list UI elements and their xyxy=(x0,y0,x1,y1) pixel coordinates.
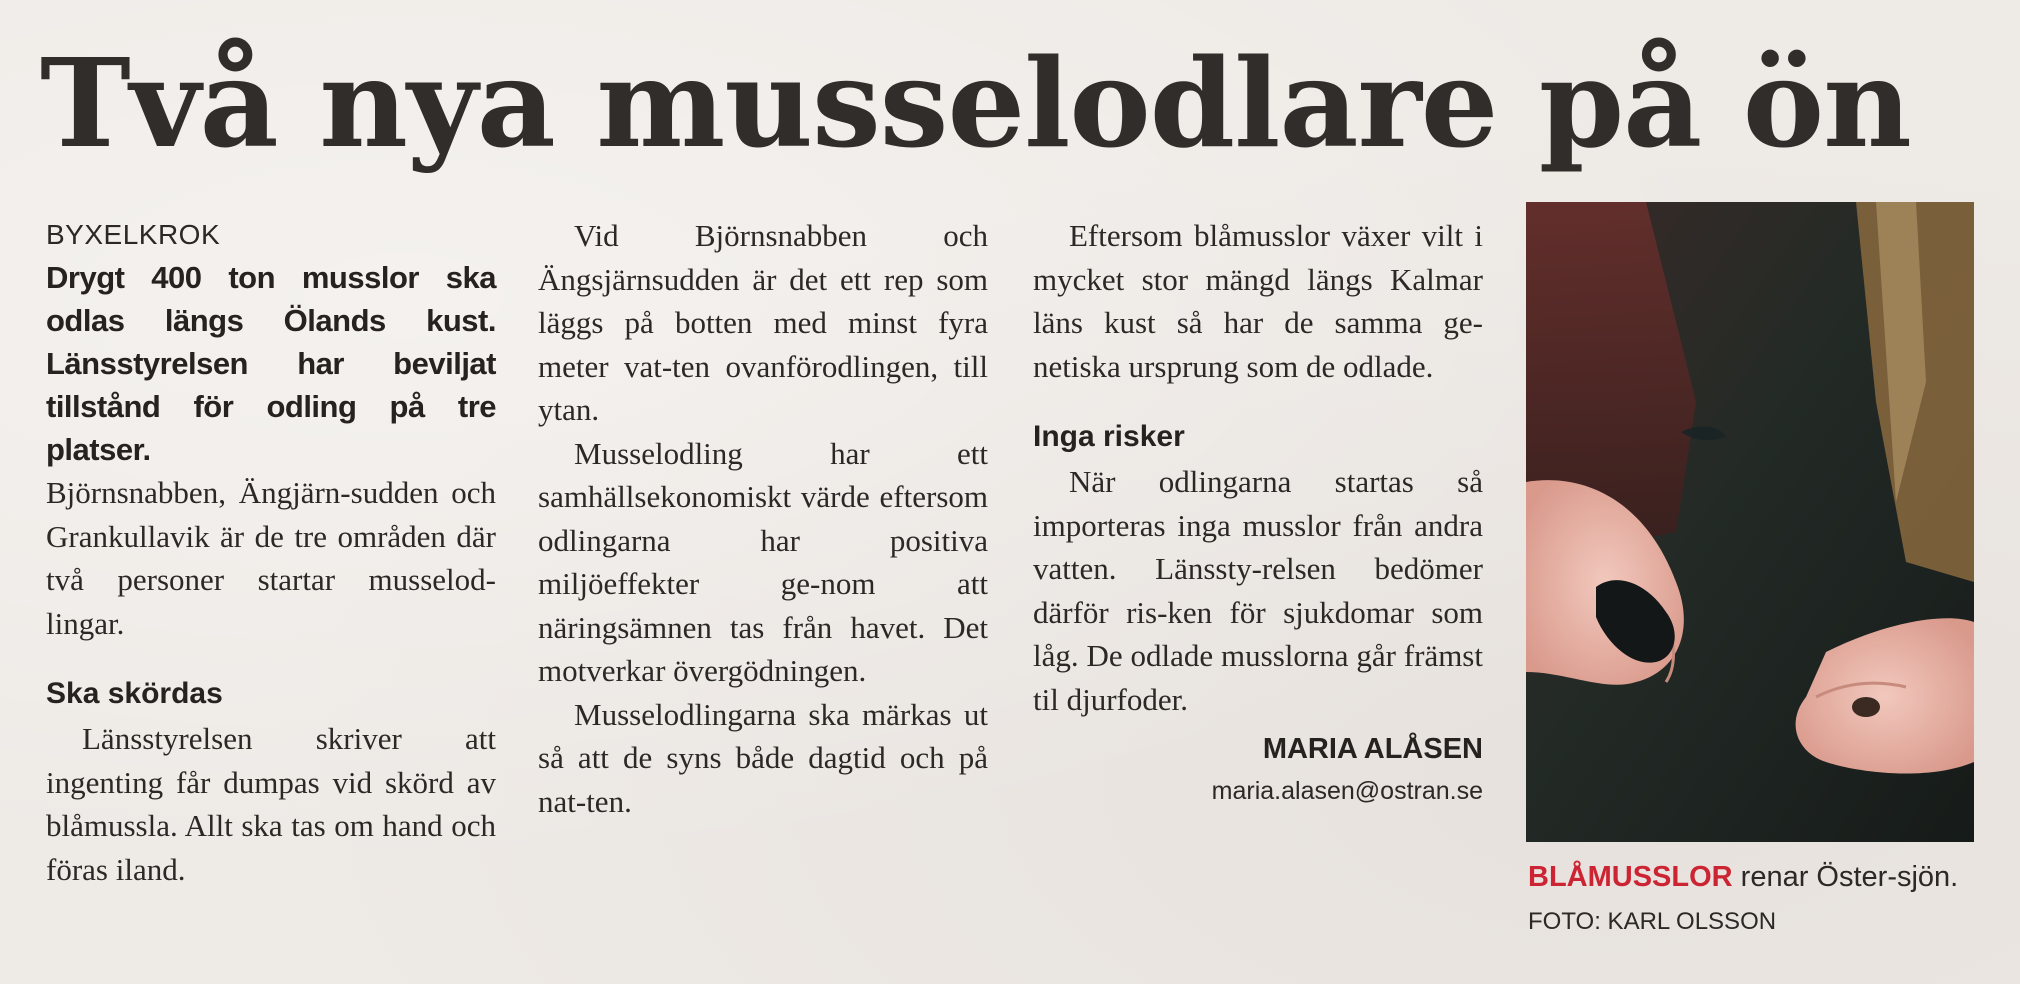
mussel-photo xyxy=(1526,202,1974,842)
caption-lead: BLÅMUSSLOR xyxy=(1528,861,1733,893)
article-column-1 xyxy=(46,214,496,891)
photo-caption xyxy=(1528,856,1968,943)
photo-credit: FOTO: KARL OLSSON xyxy=(1528,908,1777,935)
body-paragraph: Eftersom blåmusslor växer vilt i mycket stor mängd längs Kalmar läns kust så har de samma ge-netiska ursprung som de odlade. xyxy=(1033,218,1483,384)
byline: MARIA ALÅSEN xyxy=(1262,733,1483,765)
headline: Två nya musselodlare på ön xyxy=(40,31,1911,175)
subheading: Inga risker xyxy=(1033,420,1185,453)
caption-text: renar Öster-sjön. xyxy=(1732,861,1959,893)
body-paragraph: Musselodlingarna ska märkas ut så att de syns både dagtid och på nat-ten. xyxy=(538,696,988,819)
dateline: BYXELKROK xyxy=(46,219,221,250)
body-paragraph: När odlingarna startas så importeras inga musslor från andra vatten. Länssty-relsen bedömer därför ris-ken för sjukdomar som låg. De odlade musslorna går främst til djurfoder. xyxy=(1033,464,1483,717)
subheading: Ska skördas xyxy=(46,677,223,710)
body-paragraph: Björnsnabben, Ängjärn-sudden och Grankullavik är de tre områden där två personer startar musselod-lingar. xyxy=(46,475,496,641)
lead-paragraph: Drygt 400 ton musslor ska odlas längs Ölands kust. Länsstyrelsen har beviljat tillstånd för odling på tre platser. xyxy=(46,260,496,467)
body-paragraph: Länsstyrelsen skriver att ingenting får dumpas vid skörd av blåmussla. Allt ska tas om hand och föras iland. xyxy=(46,721,496,887)
author-email: maria.alasen@ostran.se xyxy=(1211,777,1483,805)
article-column-3 xyxy=(1033,214,1483,811)
body-paragraph: Vid Björnsnabben och Ängsjärnsudden är det ett rep som läggs på botten med minst fyra meter vat-ten ovanförodlingen, till ytan. xyxy=(538,218,988,427)
article-column-2 xyxy=(538,214,988,823)
body-paragraph: Musselodling har ett samhällsekonomiskt värde eftersom odlingarna har positiva miljöeffekter ge-nom att näringsämnen tas från havet. Det motverkar övergödningen. xyxy=(538,435,988,688)
